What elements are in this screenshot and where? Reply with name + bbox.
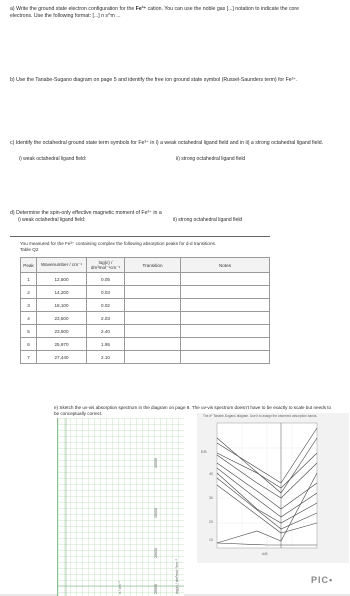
- header-wavenumber: Wavenumber / cm⁻¹: [37, 258, 87, 273]
- table-row: 7 27,440 2.10: [21, 351, 270, 364]
- divider: [10, 236, 270, 237]
- graph-y-label: log(ε) / dm³mol⁻¹cm⁻¹: [175, 559, 179, 594]
- notes-cell[interactable]: [181, 325, 270, 338]
- table-row: 1 12,500 0.05: [21, 273, 270, 286]
- notes-cell[interactable]: [181, 351, 270, 364]
- table-row: 4 23,500 2.03: [21, 312, 270, 325]
- notes-cell[interactable]: [181, 273, 270, 286]
- ts-ylabel: E/B: [201, 450, 207, 454]
- svg-text:10: 10: [209, 538, 213, 542]
- transition-cell[interactable]: [125, 351, 181, 364]
- question-e: e) Sketch the uv-vis absorption spectrum in the diagram on page 8. The uv-vis spectrum doesn't have to be exactly to scale but needs to be conceptually correct.: [54, 405, 332, 416]
- svg-text:20: 20: [209, 520, 213, 524]
- table-row: 2 14,200 0.03: [21, 286, 270, 299]
- svg-text:40: 40: [209, 472, 213, 476]
- question-c: c) Identify the octahedral ground state term symbols for Fe³⁺ in i) a weak octahedral ligand field and in ii) a strong octahedral ligand field.: [10, 140, 324, 146]
- graph-tick: 20000: [154, 548, 158, 558]
- transition-cell[interactable]: [125, 312, 181, 325]
- graph-x-label: ν / cm⁻¹: [118, 581, 122, 594]
- transition-cell[interactable]: [125, 273, 181, 286]
- table-row: 5 23,500 2.40: [21, 325, 270, 338]
- ts-caption: The d⁵ Tanabe-Sugano diagram. Use it to assign the observed absorption bands.: [203, 414, 318, 418]
- question-b: b) Use the Tanabe-Sugano diagram on page 5 and identify the free ion ground state symbol (Russel-Saunders term) for Fe³⁺.: [10, 77, 298, 83]
- transition-cell[interactable]: [125, 338, 181, 351]
- header-peak: Peak: [21, 258, 37, 273]
- table-row: 3 18,100 0.02: [21, 299, 270, 312]
- tanabe-sugano-diagram: [197, 413, 349, 563]
- notes-cell[interactable]: [181, 286, 270, 299]
- table-row: 6 25,970 1.95: [21, 338, 270, 351]
- header-notes: Notes: [181, 258, 270, 273]
- graph-tick: 25000: [154, 584, 158, 594]
- question-c-weak-field: i) weak octahedral ligand field:: [19, 156, 87, 162]
- tanabe-sugano-panel: [197, 413, 349, 563]
- question-c-strong-field: ii) strong octahedral ligand field: [176, 156, 246, 162]
- graph-tick: 10000: [154, 458, 158, 468]
- graph-axes: [58, 418, 184, 596]
- table-header-row: [21, 258, 270, 273]
- notes-cell[interactable]: [181, 312, 270, 325]
- transition-cell[interactable]: [125, 286, 181, 299]
- header-transition: Transition: [125, 258, 181, 273]
- absorption-table: [20, 257, 270, 364]
- table-intro: You measured for the Fe³⁺ containing complex the following absorption peaks for d-d transitions. Table Q2: [20, 241, 217, 252]
- transition-cell[interactable]: [125, 299, 181, 312]
- watermark-logo: PIC•: [311, 573, 350, 588]
- graph-paper[interactable]: [57, 418, 184, 596]
- svg-text:30: 30: [209, 496, 213, 500]
- question-a: a) Write the ground state electron configuration for the Fe³⁺ cation. You can use the noble gas [...] notation to indicate the core electrons. Use the following format: [...] n s^m ...: [10, 6, 300, 19]
- question-d-strong-field: ii) strong octahedral ligand field: [173, 217, 243, 223]
- graph-tick: 15000: [154, 508, 158, 518]
- question-d-weak-field: i) weak octahedral ligand field:: [18, 217, 86, 223]
- transition-cell[interactable]: [125, 325, 181, 338]
- question-d: d) Determine the spin-only effective magnetic moment of Fe³⁺ in a: [10, 210, 162, 216]
- notes-cell[interactable]: [181, 299, 270, 312]
- ts-xlabel: Δ/B: [262, 552, 268, 556]
- header-log-epsilon: log(ε) / dm³mol⁻¹cm⁻¹: [87, 258, 125, 273]
- notes-cell[interactable]: [181, 338, 270, 351]
